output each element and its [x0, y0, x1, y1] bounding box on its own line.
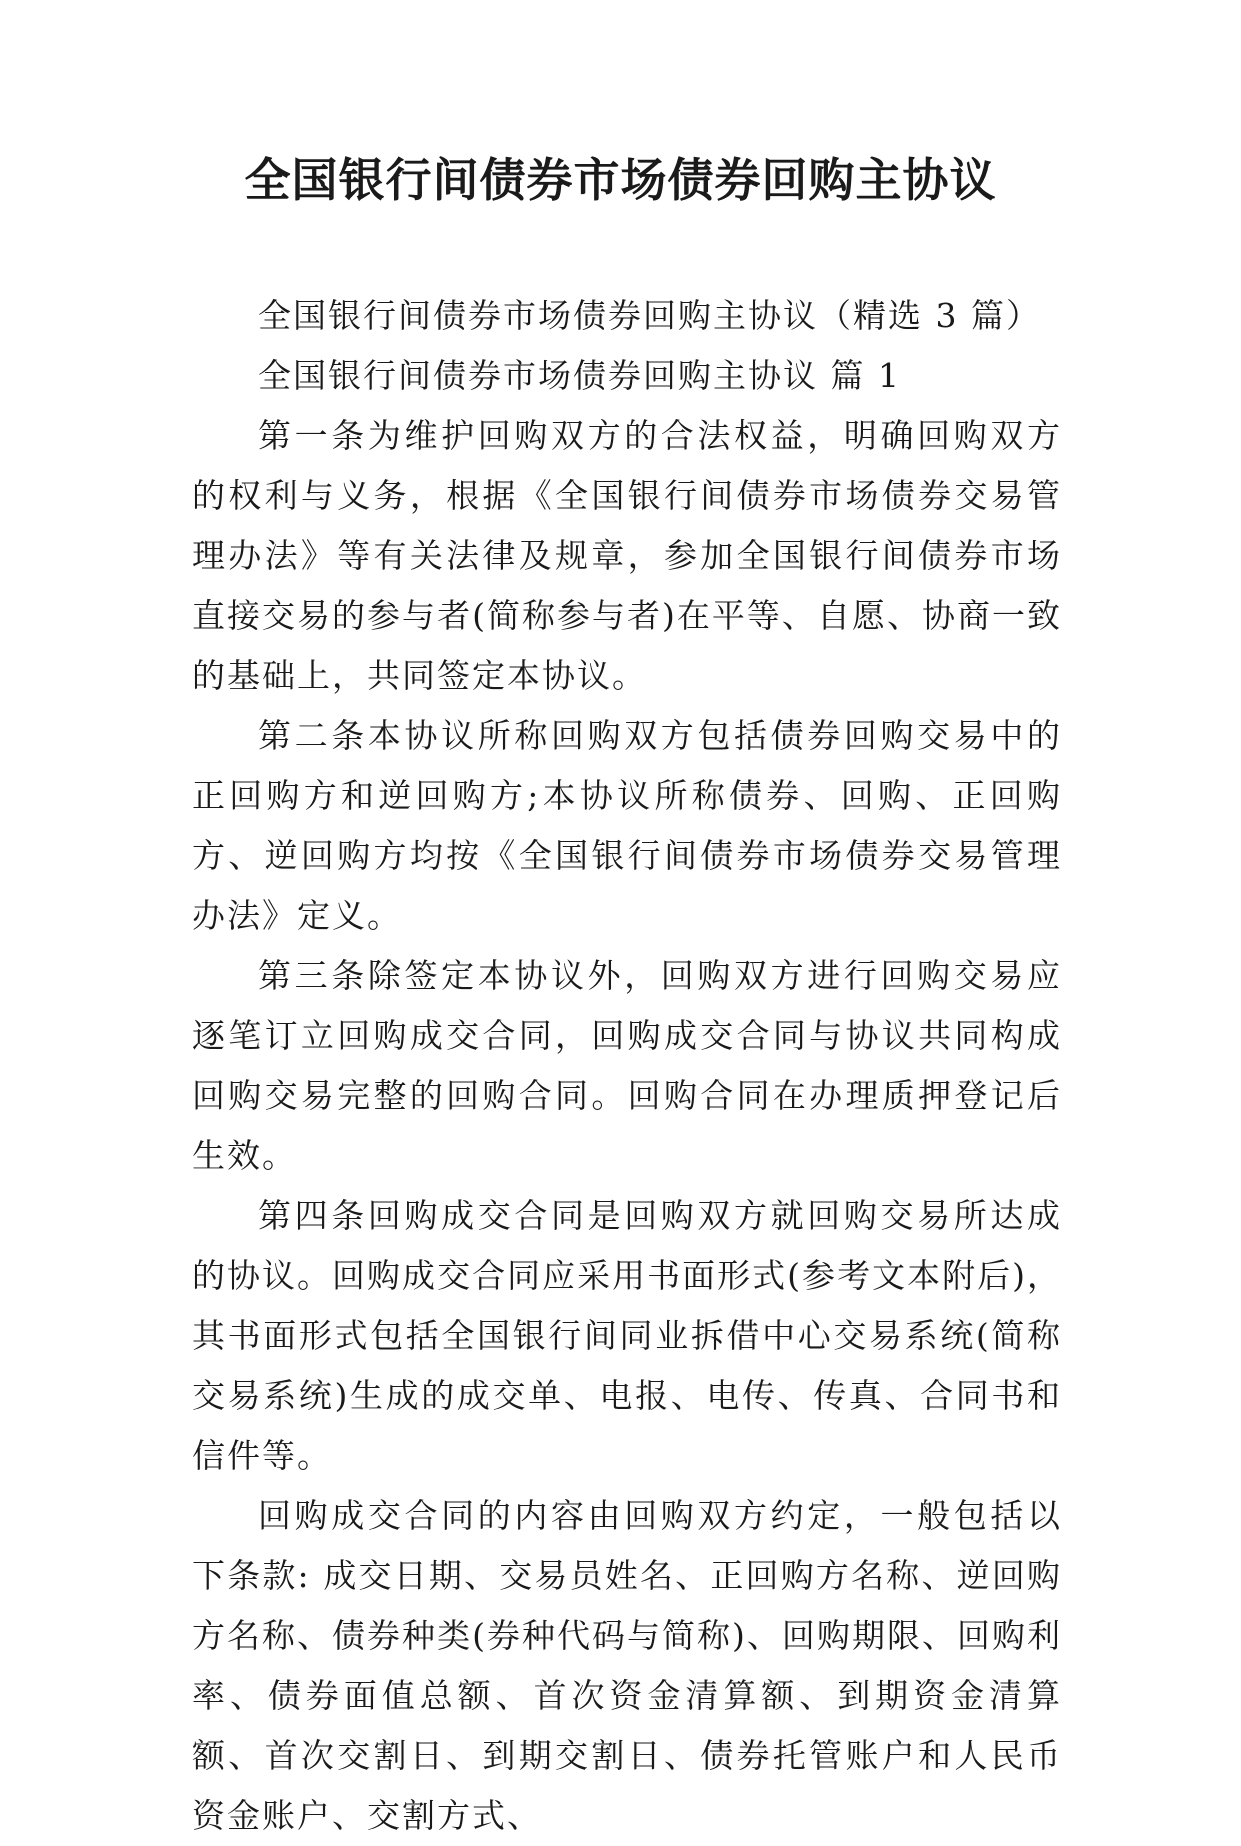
paragraph-contract-terms: 回购成交合同的内容由回购双方约定，一般包括以下条款: 成交日期、交易员姓名、正回购方名称、逆回购方名称、债券种类(券种代码与简称)、回购期限、回购利率、债券面值总额、首次资金清算额、到期资金清算额、首次交割日、到期交割日、债券托管账户和人民币资金账户、交割方式、: [192, 1496, 1062, 1835]
paragraph-article-2: 第二条本协议所称回购双方包括债券回购交易中的正回购方和逆回购方;本协议所称债券、回购、正回购方、逆回购方均按《全国银行间债券市场债券交易管理办法》定义。: [192, 716, 1062, 935]
subtitle-line: 全国银行间债券市场债券回购主协议（精选 3 篇）: [258, 296, 1041, 335]
paragraph-article-1: 第一条为维护回购双方的合法权益，明确回购双方的权利与义务，根据《全国银行间债券市场债券交易管理办法》等有关法律及规章，参加全国银行间债券市场直接交易的参与者(简称参与者)在平等、自愿、协商一致的基础上，共同签定本协议。: [192, 416, 1062, 695]
document-body: [192, 286, 1062, 1846]
paragraph-article-3: 第三条除签定本协议外，回购双方进行回购交易应逐笔订立回购成交合同，回购成交合同与协议共同构成回购交易完整的回购合同。回购合同在办理质押登记后生效。: [192, 956, 1062, 1175]
document-title: 全国银行间债券市场债券回购主协议: [244, 153, 997, 207]
section-heading: 全国银行间债券市场债券回购主协议 篇 1: [258, 356, 901, 395]
paragraph-article-4: 第四条回购成交合同是回购双方就回购交易所达成的协议。回购成交合同应采用书面形式(参考文本附后)，其书面形式包括全国银行间同业拆借中心交易系统(简称交易系统)生成的成交单、电报、电传、传真、合同书和信件等。: [192, 1196, 1062, 1475]
